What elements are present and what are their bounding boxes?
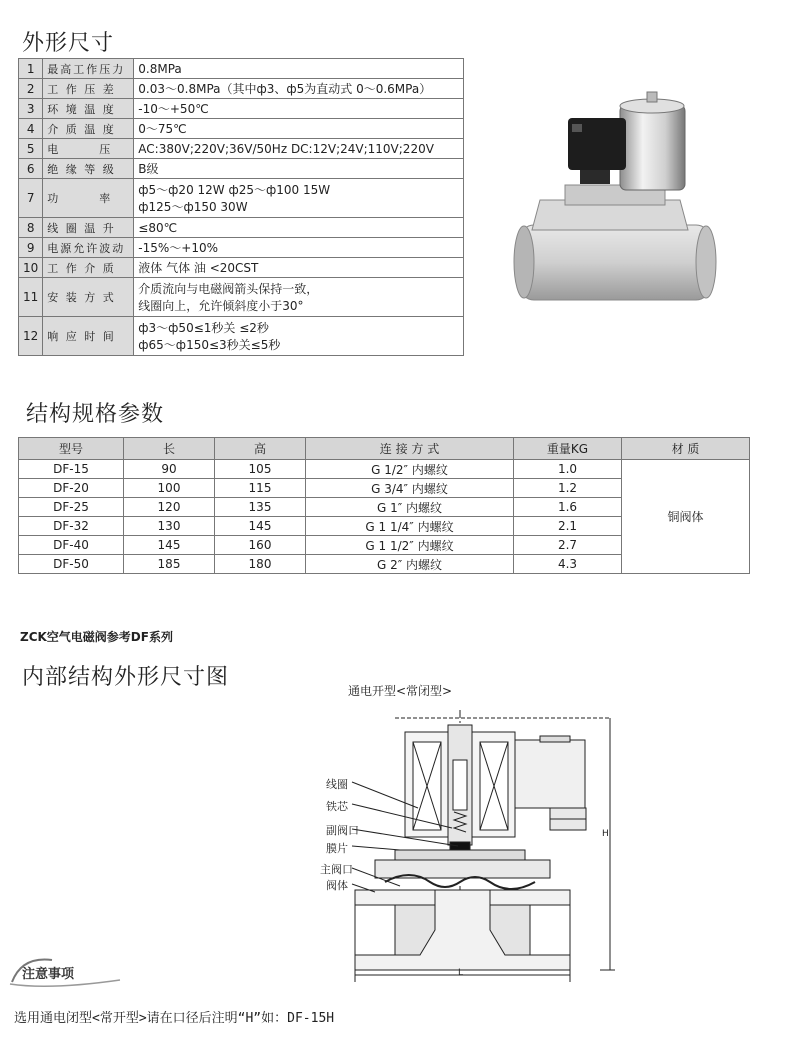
- notice-banner: [8, 956, 128, 988]
- spec-value: [134, 179, 464, 218]
- spec-value: [134, 317, 464, 356]
- col-header-weight: 重量KG: [514, 438, 622, 460]
- cell-model: DF-25: [19, 498, 124, 517]
- spec-label: 响 应 时 间: [43, 317, 134, 356]
- spec-table: [18, 58, 464, 356]
- cell-height: 135: [215, 498, 306, 517]
- spec-value: [134, 159, 464, 179]
- cell-connection: G 1 1/4″ 内螺纹: [306, 517, 514, 536]
- spec-value: [134, 238, 464, 258]
- spec-value: [134, 119, 464, 139]
- cell-height: 180: [215, 555, 306, 574]
- dim-h-label: H: [602, 829, 609, 839]
- spec-value-line: B级: [138, 162, 159, 176]
- spec-row: [19, 139, 464, 159]
- cell-height: 160: [215, 536, 306, 555]
- spec-num: 1: [19, 59, 43, 79]
- spec-value-line: AC:380V;220V;36V/50Hz DC:12V;24V;110V;220V: [138, 141, 434, 156]
- spec-num: 9: [19, 238, 43, 258]
- cell-height: 105: [215, 460, 306, 479]
- cell-connection: G 1″ 内螺纹: [306, 498, 514, 517]
- section-title-dimensions: 外形尺寸: [22, 31, 115, 56]
- spec-value-line-2: ф125～ф150 30W: [138, 200, 248, 214]
- spec-value-line: 介质流向与电磁阀箭头保持一致，: [138, 282, 319, 296]
- label-main-valve: 主阀口: [320, 863, 353, 876]
- spec-value-line: ф3～ф50≤1秒关 ≤2秒: [138, 321, 269, 335]
- spec-label: 功 率: [43, 179, 134, 218]
- spec-num: 7: [19, 179, 43, 218]
- spec-row: [19, 59, 464, 79]
- spec-value-line: ф5～ф20 12W ф25～ф100 15W: [138, 183, 331, 197]
- cell-model: DF-50: [19, 555, 124, 574]
- spec-value: [134, 258, 464, 278]
- spec-num: 11: [19, 278, 43, 317]
- spec-row: [19, 218, 464, 238]
- cell-length: 130: [124, 517, 215, 536]
- col-header-model: 型号: [19, 438, 124, 460]
- col-header-material: 材 质: [622, 438, 750, 460]
- spec-value: [134, 59, 464, 79]
- spec-value-line: 0～75℃: [138, 122, 187, 136]
- label-body: 阀体: [326, 879, 348, 892]
- cell-model: DF-40: [19, 536, 124, 555]
- spec-row: [19, 238, 464, 258]
- spec-value-line-2: 线圈向上，允许倾斜度小于30°: [138, 299, 304, 313]
- cell-weight: 2.7: [514, 536, 622, 555]
- col-header-connection: 连 接 方 式: [306, 438, 514, 460]
- spec-value: [134, 99, 464, 119]
- label-sub-valve: 副阀口: [326, 824, 359, 837]
- spec-value: [134, 79, 464, 99]
- spec-num: 3: [19, 99, 43, 119]
- spec-label: 线 圈 温 升: [43, 218, 134, 238]
- spec-value: [134, 218, 464, 238]
- spec-value-line: ≤80℃: [138, 220, 178, 235]
- cell-weight: 4.3: [514, 555, 622, 574]
- spec-value-line: 0.03～0.8MPa（其中ф3、ф5为直动式 0～0.6MPa）: [138, 82, 432, 96]
- cell-connection: G 2″ 内螺纹: [306, 555, 514, 574]
- spec-num: 4: [19, 119, 43, 139]
- diagram-title: 通电开型<常闭型>: [348, 684, 453, 698]
- spec-label: 环 境 温 度: [43, 99, 134, 119]
- cell-connection: G 3/4″ 内螺纹: [306, 479, 514, 498]
- series-note: ZCK空气电磁阀参考DF系列: [20, 630, 173, 644]
- cell-weight: 2.1: [514, 517, 622, 536]
- label-membrane: 膜片: [326, 842, 348, 855]
- spec-row: [19, 278, 464, 317]
- label-coil: 线圈: [326, 778, 348, 791]
- cell-height: 145: [215, 517, 306, 536]
- spec-label: 电 压: [43, 139, 134, 159]
- cell-weight: 1.2: [514, 479, 622, 498]
- spec-row: [19, 119, 464, 139]
- spec-row: [19, 159, 464, 179]
- spec-row: [19, 258, 464, 278]
- spec-num: 10: [19, 258, 43, 278]
- col-header-height: 高: [215, 438, 306, 460]
- spec-label: 介 质 温 度: [43, 119, 134, 139]
- cell-weight: 1.0: [514, 460, 622, 479]
- dim-l-label: L: [458, 968, 464, 978]
- cell-length: 100: [124, 479, 215, 498]
- spec-value-line-2: ф65～ф150≤3秒关≤5秒: [138, 338, 281, 352]
- cell-height: 115: [215, 479, 306, 498]
- section-title-diagram: 内部结构外形尺寸图: [22, 665, 230, 690]
- spec-label: 工 作 压 差: [43, 79, 134, 99]
- spec-num: 5: [19, 139, 43, 159]
- cell-model: DF-32: [19, 517, 124, 536]
- cell-weight: 1.6: [514, 498, 622, 517]
- spec-row: [19, 179, 464, 218]
- spec-label: 电源允许波动: [43, 238, 134, 258]
- spec-value: [134, 139, 464, 159]
- spec-row: [19, 79, 464, 99]
- spec-row: [19, 317, 464, 356]
- notice-title: 注意事项: [22, 967, 75, 982]
- cell-material: 铜阀体: [622, 460, 750, 574]
- spec-label: 安 装 方 式: [43, 278, 134, 317]
- cell-length: 185: [124, 555, 215, 574]
- cell-connection: G 1/2″ 内螺纹: [306, 460, 514, 479]
- spec-label: 绝 缘 等 级: [43, 159, 134, 179]
- spec-value-line: -15%～+10%: [138, 241, 219, 255]
- spec-num: 2: [19, 79, 43, 99]
- cell-length: 90: [124, 460, 215, 479]
- cross-section-diagram: [300, 700, 630, 985]
- dims-table: [18, 437, 750, 574]
- spec-value-line: 液体 气体 油 <20CST: [138, 261, 259, 275]
- cell-connection: G 1 1/2″ 内螺纹: [306, 536, 514, 555]
- spec-value-line: -10～+50℃: [138, 102, 209, 116]
- spec-label: 最高工作压力: [43, 59, 134, 79]
- cell-model: DF-20: [19, 479, 124, 498]
- cell-model: DF-15: [19, 460, 124, 479]
- spec-row: [19, 99, 464, 119]
- section-title-specs: 结构规格参数: [26, 402, 165, 427]
- cell-length: 120: [124, 498, 215, 517]
- spec-num: 6: [19, 159, 43, 179]
- spec-value: [134, 278, 464, 317]
- col-header-length: 长: [124, 438, 215, 460]
- spec-label: 工 作 介 质: [43, 258, 134, 278]
- cell-length: 145: [124, 536, 215, 555]
- valve-product-image: [510, 90, 720, 310]
- spec-value-line: 0.8MPa: [138, 61, 182, 76]
- spec-num: 12: [19, 317, 43, 356]
- dims-row: [19, 460, 750, 479]
- label-core: 铁芯: [326, 800, 348, 813]
- footer-note: 选用通电闭型<常开型>请在口径后注明“H”如：DF-15H: [14, 1011, 335, 1026]
- spec-num: 8: [19, 218, 43, 238]
